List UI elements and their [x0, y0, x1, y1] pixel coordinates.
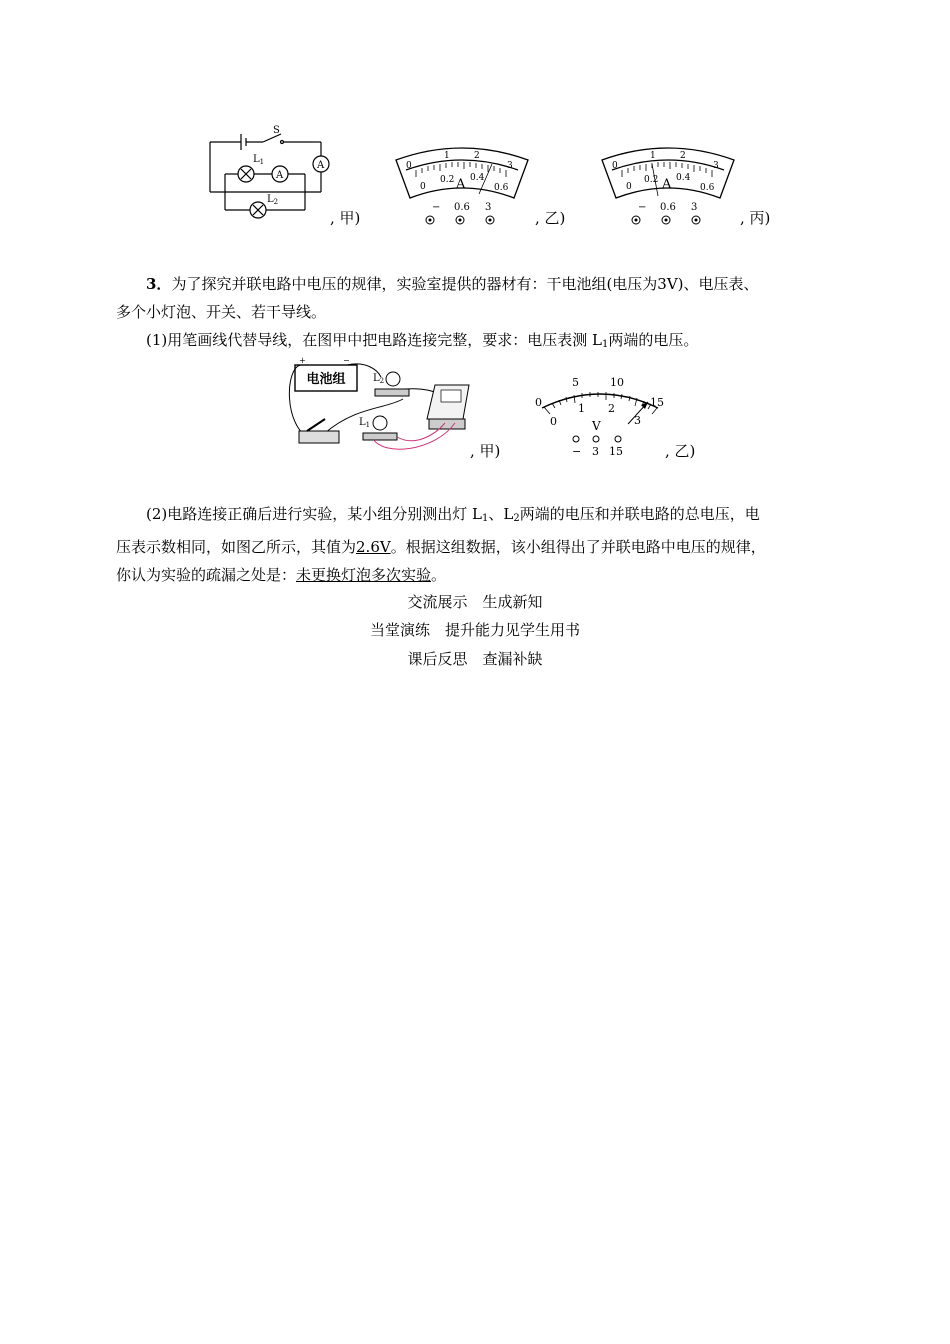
switch-label: S	[273, 125, 280, 136]
unit-label: A	[662, 177, 672, 192]
section-heading-1: 交流展示 生成新知	[407, 593, 543, 611]
unit-label: V	[592, 419, 601, 433]
circuit-diagram-jia	[205, 122, 335, 222]
tick-bottom-3: 0.6	[700, 183, 715, 193]
battery-label: 电池组	[306, 372, 346, 387]
terminal-label-3: 3	[485, 202, 492, 213]
figure-caption-bing: , 丙)	[740, 209, 771, 227]
terminal-label-0-6: 0.6	[454, 202, 470, 213]
tick-bottom-0: 0	[550, 415, 557, 428]
tick-bottom-1: 0.2	[440, 175, 455, 185]
lamp-l2-label: $L_2$	[373, 373, 385, 385]
terminal-label-3: 3	[691, 202, 698, 213]
part1-text: (1)用笔画线代替导线，在图甲中把电路连接完整，要求：电压表测 L	[146, 331, 602, 349]
tick-bottom-1: 1	[578, 402, 585, 415]
answer-omission: 未更换灯泡多次实验	[296, 566, 432, 584]
answer-voltage: 2.6V	[356, 538, 391, 556]
tick-top-15: 15	[650, 396, 664, 409]
terminal-label-0-6: 0.6	[660, 202, 676, 213]
lamp-l1-label: $L_1$	[359, 417, 371, 429]
lamp-l1-label: $L_1$	[253, 154, 265, 166]
ammeter-bing	[598, 140, 738, 228]
voltmeter-yi	[530, 372, 670, 460]
figure-caption-jia-q3: , 甲)	[470, 442, 501, 460]
terminal-label-neg: −	[572, 445, 582, 458]
figure-caption-yi-top: , 乙)	[535, 209, 566, 227]
figure-caption-yi-q3: , 乙)	[665, 442, 696, 460]
tick-bottom-3: 0.6	[494, 183, 509, 193]
tick-top-2: 2	[474, 151, 480, 161]
ammeter-yi	[392, 140, 532, 228]
question-stem-line2: 多个小灯泡、开关、若干导线。	[116, 303, 327, 321]
tick-bottom-1: 0.2	[644, 175, 659, 185]
ammeter-a1-label: A	[276, 170, 284, 181]
tick-bottom-2: 2	[608, 402, 615, 415]
tick-bottom-0: 0	[420, 182, 426, 192]
question-3-part2: (2)电路连接正确后进行实验，某小组分别测出灯 $L_1$、$L_2$两端的电压和并联电路的总电压，电 压表示数相同，如图乙所示，其值为2.6V。根据这组数据，该小组得出了并联电路中电压的规律， 你认为实验的疏漏之处是：未更换灯泡多次实验。	[116, 505, 766, 584]
tick-top-0: 0	[535, 396, 542, 409]
terminal-label-neg: −	[638, 202, 647, 213]
physical-circuit-jia	[285, 357, 475, 457]
tick-top-2: 2	[680, 151, 686, 161]
tick-bottom-0: 0	[626, 182, 632, 192]
tick-top-1: 1	[650, 151, 656, 161]
lamp-l2-label: $L_2$	[267, 194, 279, 206]
question-3: 3．为了探究并联电路中电压的规律，实验室提供的器材有：干电池组(电压为3V)、电压表、 多个小灯泡、开关、若干导线。 (1)用笔画线代替导线，在图甲中把电路连接完整，要求：电压表测 $L_1$两端的电压。	[116, 275, 759, 350]
svg-text:+: +	[299, 357, 306, 365]
tick-top-3: 3	[713, 161, 719, 171]
tick-bottom-2: 0.4	[676, 173, 691, 183]
unit-label: A	[456, 177, 466, 192]
tick-bottom-3: 3	[634, 414, 641, 427]
tick-top-0: 0	[612, 161, 618, 171]
question-number: 3．	[146, 275, 172, 293]
terminal-label-neg: −	[432, 202, 441, 213]
section-heading-3: 课后反思 查漏补缺	[407, 650, 543, 668]
terminal-label-15: 15	[609, 445, 623, 458]
terminal-label-3: 3	[592, 445, 599, 458]
tick-top-1: 1	[444, 151, 450, 161]
ammeter-a-label: A	[317, 160, 325, 171]
tick-bottom-2: 0.4	[470, 173, 485, 183]
svg-text:−: −	[343, 357, 350, 365]
tick-top-0: 0	[406, 161, 412, 171]
tick-top-5: 5	[572, 376, 579, 389]
section-heading-2: 当堂演练 提升能力见学生用书	[369, 621, 580, 639]
tick-top-3: 3	[507, 161, 513, 171]
tick-top-10: 10	[610, 376, 624, 389]
figure-caption-jia: , 甲)	[330, 209, 361, 227]
question-stem-line1: 为了探究并联电路中电压的规律，实验室提供的器材有：干电池组(电压为3V)、电压表、	[171, 275, 759, 293]
